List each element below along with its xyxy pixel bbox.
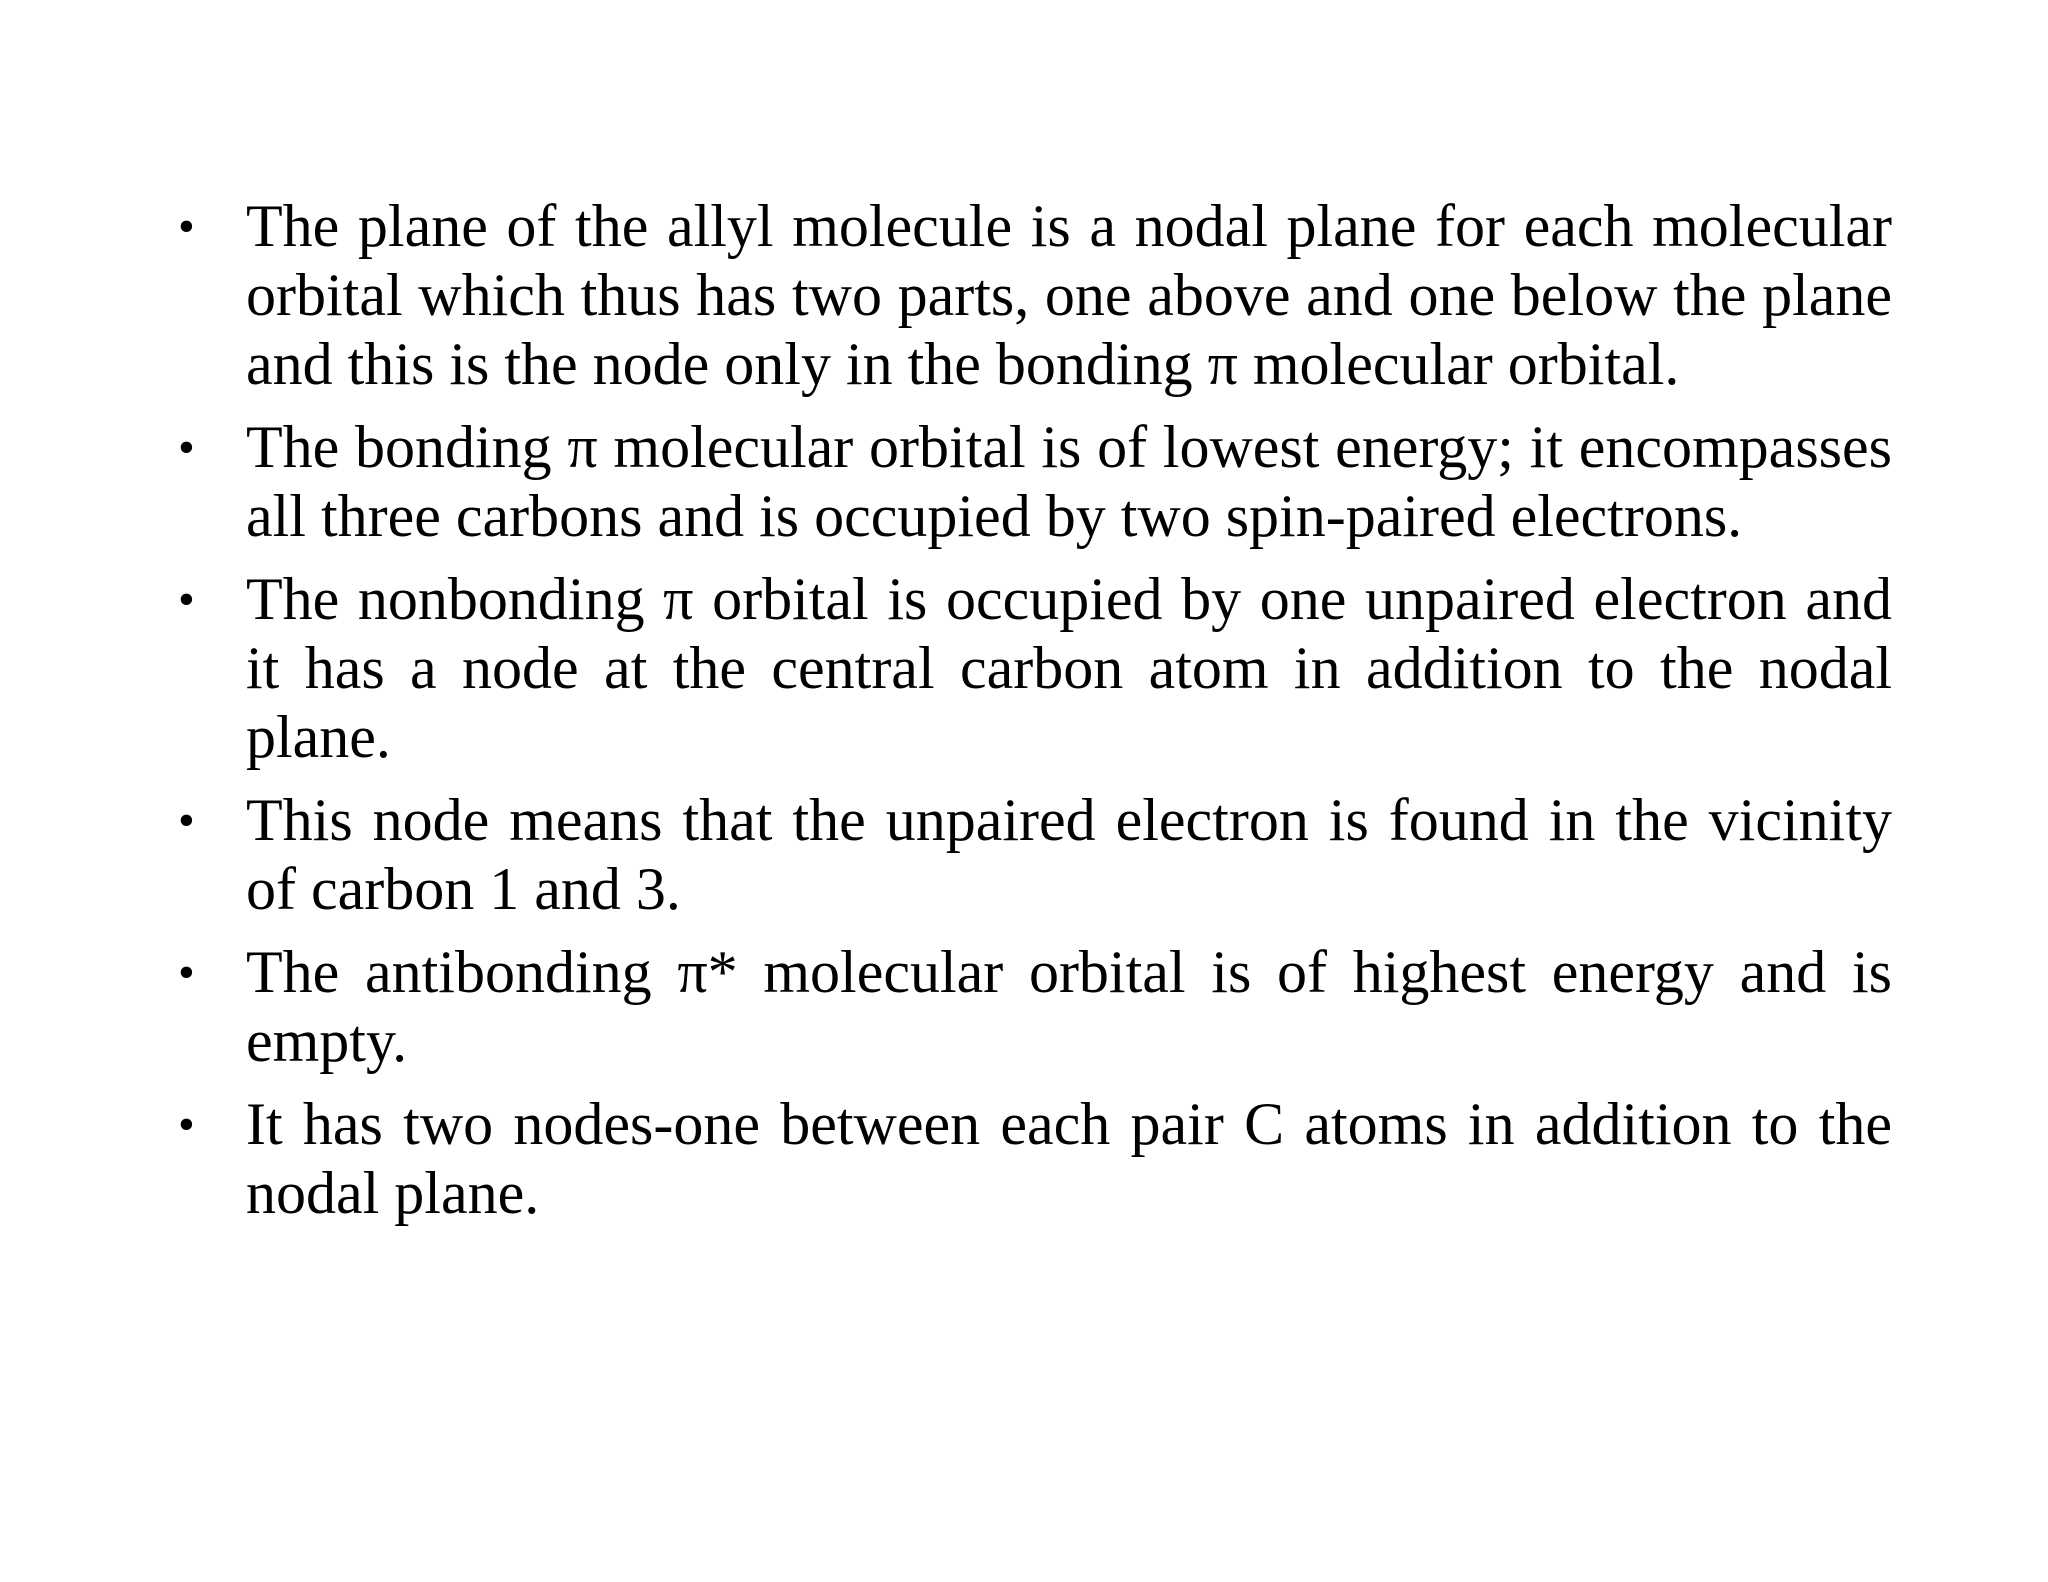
bullet-dot-icon: •: [178, 573, 195, 626]
bullet-dot-icon: •: [178, 200, 195, 253]
bullet-dot-icon: •: [178, 946, 195, 999]
bullet-list: [170, 192, 1892, 1242]
bullet-item-4: [170, 786, 1892, 924]
bullet-dot-icon: •: [178, 794, 195, 847]
bullet-text: The bonding π molecular orbital is of lowest energy; it encompasses all three carbons and is occupied by two spin-paired electrons.: [246, 414, 1892, 549]
bullet-text: The antibonding π* molecular orbital is of highest energy and is empty.: [246, 939, 1892, 1074]
bullet-text: This node means that the unpaired electron is found in the vicinity of carbon 1 and 3.: [246, 787, 1892, 922]
bullet-item-6: [170, 1090, 1892, 1228]
bullet-item-5: [170, 938, 1892, 1076]
bullet-text: It has two nodes-one between each pair C atoms in addition to the nodal plane.: [246, 1091, 1892, 1226]
bullet-item-2: [170, 413, 1892, 551]
bullet-text: The plane of the allyl molecule is a nodal plane for each molecular orbital which thus has two parts, one above and one below the plane and this is the node only in the bonding π molecular orbital.: [246, 193, 1892, 397]
bullet-item-1: [170, 192, 1892, 399]
bullet-text: The nonbonding π orbital is occupied by one unpaired electron and it has a node at the central carbon atom in addition to the nodal plane.: [246, 566, 1892, 770]
bullet-item-3: [170, 565, 1892, 772]
bullet-dot-icon: •: [178, 1098, 195, 1151]
bullet-dot-icon: •: [178, 421, 195, 474]
